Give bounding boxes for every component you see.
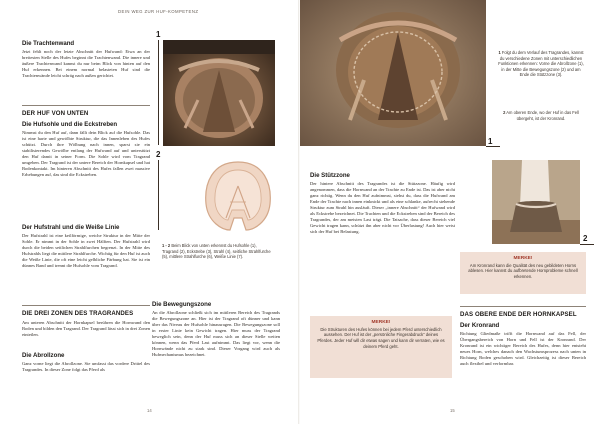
merke-title: MERKE! — [371, 320, 391, 325]
page-number: 14 — [147, 408, 152, 413]
heading-hufstrahl: Der Hufstrahl und die Weiße Linie — [22, 224, 120, 231]
text-abrollzone: Ganz vorne liegt die Abrollzone. Sie umfasst das vordere Drittel des Tragrandes. In dieser Zone folgt das Pferd als — [22, 361, 150, 373]
hoof-zones-photo — [300, 0, 486, 146]
merke-text: Am Kronrand kann die Qualität des neu gebildeten Horns ablesen. Hier kannst du aufbretende Hornprobleme schnell erkennen. — [468, 262, 578, 280]
heading-hufsohle: Die Hufsohle und die Eckstreben — [22, 121, 118, 128]
heading-bewegungszone: Die Bewegungszone — [152, 301, 212, 308]
caption-lead: 1 - 2 — [162, 243, 171, 248]
section-hornkapsel: DAS OBERE ENDE DER HORNKAPSEL — [460, 311, 577, 318]
right-page — [300, 0, 600, 424]
hoof-diagram-art — [200, 158, 276, 234]
merke-box-kronrand — [460, 252, 586, 294]
hoof-sole-photo-art — [163, 40, 275, 146]
caption-kronrand — [498, 110, 584, 121]
caption-text: Beim Blick von unten erkennst du Hufsohle (1), Tragrand (2), Eckstrebe (3), Strahl (4), seitliche Strahlfurche (5), mittlere Strahlfurche (6), Weiße Linie (7). — [162, 243, 271, 259]
kronrand-photo-art — [492, 160, 580, 244]
photo-number: 2 — [156, 150, 161, 159]
divider — [22, 105, 150, 106]
caption-zones — [498, 50, 584, 78]
text-kronrand: Richtung Gliedmaße trifft die Hornwand auf das Fell, der Übergangsbereich von Horn und Fell ist der Kronrand. Der Kronrand ist ein wichtiger Bereich des Hufes, denn hier entsteht neues Horn, welches danach den Wachstumsprozess nach unten in Richtung Boden geschoben wird. Gleichzeitig ist dieser Bereich auch flexibel und verformbar. — [460, 331, 586, 367]
text-zonen: Am unteren Abschnitt der Hornkapsel berühren die Hornwand den Boden und bilden den Tragrand. Der Tragrand lässt sich in drei Zonen einteilen. — [22, 320, 150, 338]
heading-trachtenwand: Die Trachtenwand — [22, 40, 75, 47]
hoof-zones-photo-art — [300, 0, 486, 146]
caption-text: Folgt du dem Verlauf des Tragrandes, kannst du verschiedene Zonen mit unterschiedlichen Funktionen erkennen: Vorne die Abrollzone (1), in der Mitte die Bewegungszone (2) und am Ende die Stützzone (3). — [498, 50, 584, 77]
text-trachtenwand: Jetzt fehlt noch der letzte Abschnitt der Hufwand: Etwa an der breitesten Stelle des Hufes beginnt die Trachtenwand. Die innere und äußere Trachtenwand kannst du nur beim Blick von hinten auf den Huf erkennen. Bei einem normal belasteten Huf sind die Trachtenwände leicht schräg nach außen gerichtet. — [22, 49, 150, 79]
hoof-sole-photo — [163, 40, 275, 146]
photo-number: 1 — [488, 137, 493, 146]
photo-rule — [158, 160, 159, 230]
heading-abrollzone: Die Abrollzone — [22, 352, 65, 359]
divider — [22, 305, 150, 306]
caption-text: Am oberen Ende, wo der Huf in das Fell übergeht, ist der Kronrand. — [506, 110, 579, 121]
text-hufstrahl: Der Hufstrahl ist eine keilförmige, weiche Struktur in der Mitte der Sohle. Er nimmt in der Sohle in zwei Hälften. Der Hufstrahl wird durch die beiden seitlichen Strahlfurchen begrenzt. In der Mitte des Hufstrahls liegt die mittlere Strahlfurche. Wichtig für den Huf ist auch die Weiße Linie, die oft eine leicht gelbliche Färbung hat. Sie ist ein dünnes Band und trennt die Hufsohle vom Tragrand. — [22, 233, 150, 269]
text-bewegungszone: An die Abrollzone schließt sich im mittleren Bereich des Tragrands die Bewegungszone an. Hier ist der Tragrand oft dünner und kann über das Niveau der Hufsohle hinausragen. Die Bewegungszone soll in erster Linie kein Gewicht tragen. Hier muss der Tragrand beweglich sein, denn der Huf muss sich an dieser Stelle weiten können, wenn das Pferd Last aufnimmt. Das liegt vor, wenn die Hornwände nicht zu stark sind. Dieser Vorgang wird auch als Hufmechanismus bezeichnet. — [152, 310, 280, 358]
photo-rule — [486, 146, 500, 147]
caption-lead: 2 — [503, 110, 506, 115]
merke-content — [310, 316, 452, 354]
caption-diagram — [162, 243, 274, 260]
page-number: 15 — [450, 408, 455, 413]
text-hufsohle: Nimmst du den Huf auf, dann fällt dein Blick auf die Hufsohle. Das ist eine harte und gewölbte Struktur, die das Innenleben des Hufes schützt. Durch ihre Wölbung nach innen, sparst sie ein stabilisierendes Gewölbe entlang der Hufwand auf und unterstützt den Huf damit in seiner Form. Die Sohle wird vom Tragrand umgeben. Der Tragrand ist der untere Bereich der Hornkapsel und hat Bodenkontakt. Im hinteren Abschnitt des Hufes fallen zwei massive Erhebungen auf, das sind die Eckstreben. — [22, 130, 150, 178]
divider — [460, 306, 586, 307]
photo-rule — [580, 244, 594, 245]
text-stuetzzone: Der hintere Abschnitt des Tragrandes ist die Stützzone. Häufig wird angenommen, dass die Hornwand an der Trachte zu Ende ist. Das ist aber nicht ganz richtig. Wenn du den Huf aufnimmst, siehst du, dass die Hufwand am Ende der Trachte nach innen einknickt und als eine schlanke, aufrecht stehende Struktur zum Strahl hin ausläuft. Dieser „innere Abschnitt“ der Hufwand wird als Eckstrebe bezeichnet. Die Trachten und die Eckstreben sind der Bereich des Tragrandes, der am meisten Last trägt. Die Tatsache, dass dieser Bereich viel Gewicht tragen kann, schützt ihn aber nicht vor Überlastung! Auch hier weist sich der Huf bei Belastung. — [310, 181, 455, 235]
photo-number: 1 — [156, 30, 161, 39]
running-head: DEIN WEG ZUR HUF-KOMPETENZ — [118, 9, 199, 14]
section-zonen: DIE DREI ZONEN DES TRAGRANDES — [22, 310, 134, 317]
merke-text: Die Strukturen des Hufes können bei jedem Pferd unterschiedlich aussehen. Der Huf ist der „persönliche Fingerabdruck“ deines Pferdes. Jeder Huf will dir etwas sagen und kann dir verraten, wie es deinem Pferd geht. — [317, 326, 445, 349]
section-huf-unten: DER HUF VON UNTEN — [22, 110, 89, 117]
merke-title: MERKE! — [513, 256, 533, 261]
kronrand-photo — [492, 160, 580, 244]
caption-lead: 1 — [498, 50, 501, 55]
heading-kronrand: Der Kronrand — [460, 322, 500, 329]
photo-number: 2 — [583, 234, 588, 243]
heading-stuetzzone: Die Stützzone — [310, 172, 350, 179]
hoof-diagram — [200, 158, 276, 234]
merke-content — [460, 252, 586, 284]
merke-box — [310, 316, 452, 378]
photo-rule — [158, 40, 159, 145]
